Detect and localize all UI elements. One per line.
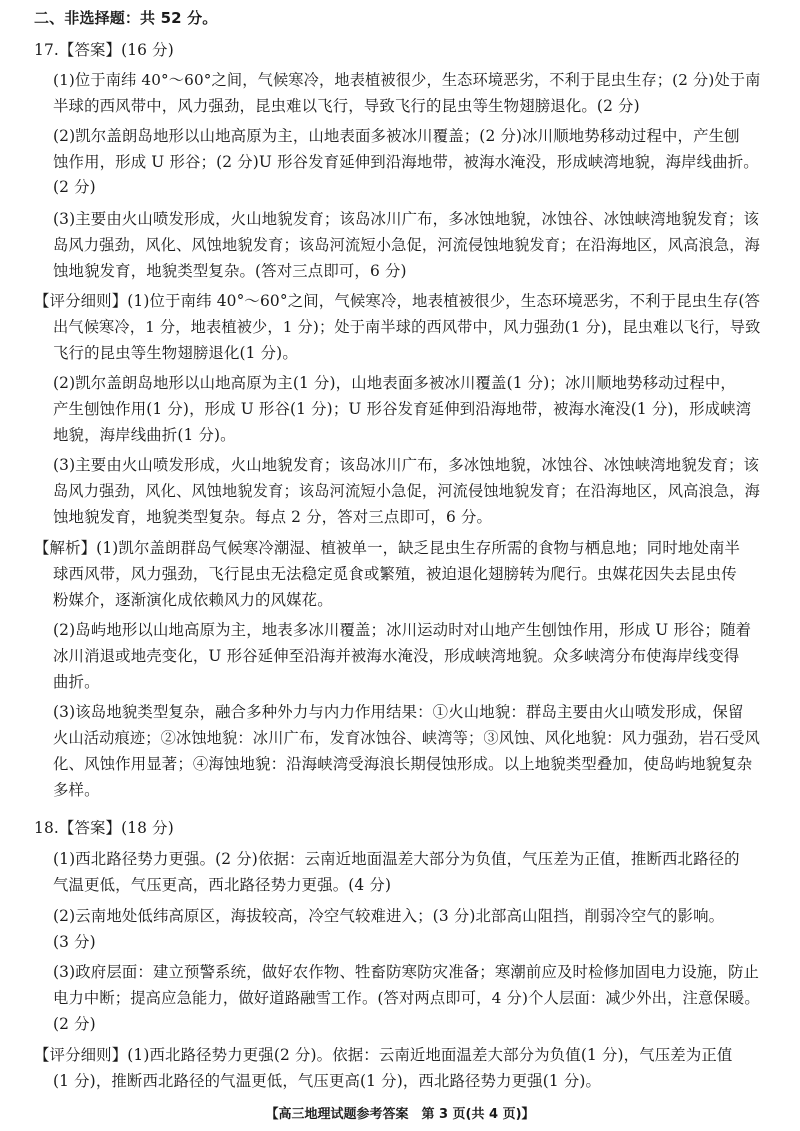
text-line: (1)位于南纬 40°～60°之间，气候寒冷，地表植被很少，生态环境恶劣，不利于昆虫生存；(2 分)处于南 bbox=[53, 71, 761, 89]
text-line: 气温更低，气压更高，西北路径势力更强。(4 分) bbox=[53, 876, 392, 894]
text-line: (1)西北路径势力更强。(2 分)依据：云南近地面温差大部分为负值，气压差为正值，推断西北路径的 bbox=[53, 850, 740, 868]
text-line: 地貌，海岸线曲折(1 分)。 bbox=[53, 426, 236, 444]
text-line: 产生刨蚀作用(1 分)，形成 U 形谷(1 分)；U 形谷发育延伸到沿海地带，被海水淹没(1 分)，形成峡湾 bbox=[53, 400, 752, 418]
q17-scoring-heading: 【评分细则】(1)位于南纬 40°～60°之间，气候寒冷，地表植被很少，生态环境恶劣，不利于昆虫生存(答 bbox=[34, 292, 761, 310]
text-line: (3 分) bbox=[53, 933, 96, 951]
text-line: 出气候寒冷，1 分，地表植被少，1 分)；处于南半球的西风带中，风力强劲(1 分)，昆虫难以飞行，导致 bbox=[53, 318, 761, 336]
text-line: (2 分) bbox=[53, 1015, 96, 1033]
text-line: (2)凯尔盖朗岛地形以山地高原为主(1 分)，山地表面多被冰川覆盖(1 分)；冰川顺地势移动过程中， bbox=[53, 374, 736, 392]
q18-answer-heading: 18.【答案】(18 分) bbox=[34, 819, 174, 837]
text-line: (2)云南地处低纬高原区，海拔较高，冷空气较难进入；(3 分)北部高山阻挡，削弱冷空气的影响。 bbox=[53, 907, 725, 925]
text-line: 电力中断；提高应急能力，做好道路融雪工作。(答对两点即可，4 分)个人层面：减少外出，注意保暖。 bbox=[53, 989, 760, 1007]
text-line: (3)该岛地貌类型复杂，融合多种外力与内力作用结果：①火山地貌：群岛主要由火山喷发形成，保留 bbox=[53, 703, 744, 721]
text-line: 飞行的昆虫等生物翅膀退化(1 分)。 bbox=[53, 344, 298, 362]
text-line: 蚀地貌发育，地貌类型复杂。每点 2 分，答对三点即可，6 分。 bbox=[53, 508, 493, 526]
text-line: 冰川消退或地壳变化，U 形谷延伸至沿海并被海水淹没，形成峡湾地貌。众多峡湾分布使海岸线变得 bbox=[53, 647, 740, 665]
text-line: 岛风力强劲，风化、风蚀地貌发育；该岛河流短小急促，河流侵蚀地貌发育；在沿海地区，风高浪急，海 bbox=[53, 236, 760, 254]
text-line: 岛风力强劲，风化、风蚀地貌发育；该岛河流短小急促，河流侵蚀地貌发育；在沿海地区，风高浪急，海 bbox=[53, 482, 760, 500]
text-line: 蚀作用，形成 U 形谷；(2 分)U 形谷发育延伸到沿海地带，被海水淹没，形成峡湾地貌，海岸线曲折。 bbox=[53, 153, 759, 171]
text-line: (2)岛屿地形以山地高原为主，地表多冰川覆盖；冰川运动时对山地产生刨蚀作用，形成 U 形谷；随着 bbox=[53, 621, 752, 639]
text-line: 化、风蚀作用显著；④海蚀地貌：沿海峡湾受海浪长期侵蚀形成。以上地貌类型叠加，使岛屿地貌复杂 bbox=[53, 755, 753, 773]
q17-answer-heading: 17.【答案】(16 分) bbox=[34, 41, 174, 59]
text-line: 曲折。 bbox=[53, 673, 100, 691]
text-line: (3)主要由火山喷发形成，火山地貌发育；该岛冰川广布，多冰蚀地貌，冰蚀谷、冰蚀峡湾地貌发育；该 bbox=[53, 456, 760, 474]
page-footer: 【高三地理试题参考答案 第 3 页(共 4 页)】 bbox=[265, 1107, 535, 1122]
text-line: (1 分)，推断西北路径的气温更低，气压更高(1 分)，西北路径势力更强(1 分)。 bbox=[53, 1072, 602, 1090]
text-line: 多样。 bbox=[53, 781, 100, 799]
text-line: (2 分) bbox=[53, 178, 96, 196]
text-line: 火山活动痕迹；②冰蚀地貌：冰川广布，发育冰蚀谷、峡湾等；③风蚀、风化地貌：风力强劲，岩石受风 bbox=[53, 729, 760, 747]
text-line: 蚀地貌发育，地貌类型复杂。(答对三点即可，6 分) bbox=[53, 262, 407, 280]
text-line: (3)主要由火山喷发形成，火山地貌发育；该岛冰川广布，多冰蚀地貌，冰蚀谷、冰蚀峡湾地貌发育；该 bbox=[53, 210, 760, 228]
q18-scoring-heading: 【评分细则】(1)西北路径势力更强(2 分)。依据：云南近地面温差大部分为负值(1 分)，气压差为正值 bbox=[34, 1046, 733, 1064]
text-line: 球西风带，风力强劲，飞行昆虫无法稳定觅食或繁殖，被迫退化翅膀转为爬行。虫媒花因失去昆虫传 bbox=[53, 565, 737, 583]
section-title: 二、非选择题：共 52 分。 bbox=[34, 9, 218, 27]
q17-analysis-heading: 【解析】(1)凯尔盖朗群岛气候寒冷潮湿、植被单一，缺乏昆虫生存所需的食物与栖息地；同时地处南半 bbox=[34, 539, 741, 557]
text-line: 半球的西风带中，风力强劲，昆虫难以飞行，导致飞行的昆虫等生物翅膀退化。(2 分) bbox=[53, 97, 640, 115]
text-line: (2)凯尔盖朗岛地形以山地高原为主，山地表面多被冰川覆盖；(2 分)冰川顺地势移动过程中，产生刨 bbox=[53, 127, 740, 145]
text-line: 粉媒介，逐渐演化成依赖风力的风媒花。 bbox=[53, 591, 333, 609]
text-line: (3)政府层面：建立预警系统，做好农作物、牲畜防寒防灾准备；寒潮前应及时检修加固电力设施，防止 bbox=[53, 963, 760, 981]
